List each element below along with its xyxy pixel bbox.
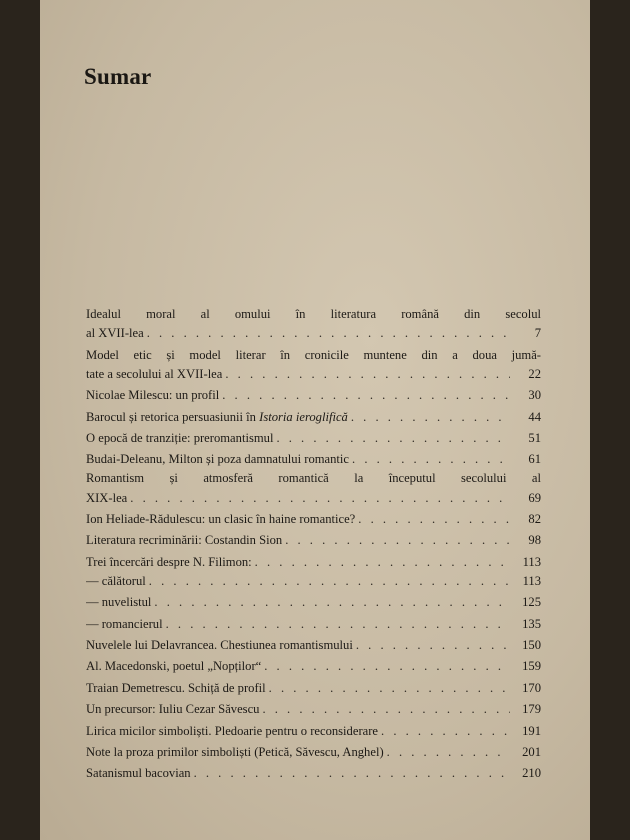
leader-dots	[262, 700, 510, 719]
toc-entry	[86, 408, 541, 427]
leader-dots	[154, 593, 510, 612]
toc-entry-title: — romancierul	[86, 616, 163, 631]
leader-dots	[352, 450, 510, 469]
toc-entry-title: Ion Heliade-Rădulescu: un clasic în haine romantice?	[86, 512, 356, 526]
leader-dots	[356, 636, 510, 655]
toc-entry	[86, 450, 541, 469]
leader-dots	[381, 722, 510, 741]
toc-entry-title: Note la proza primilor simboliști (Petică, Săvescu, Anghel)	[86, 744, 384, 759]
toc-entry-title: Al. Macedonski, poetul „Nopților“	[86, 659, 262, 674]
toc-entry	[86, 615, 541, 634]
book-page	[40, 0, 590, 840]
toc-entry-title: Lirica micilor simboliști. Pledoarie pentru o reconsiderare	[86, 723, 379, 738]
toc-entry-page: 69	[528, 490, 541, 505]
toc-entry-page: 170	[522, 680, 541, 695]
toc-entry-title: Literatura recriminării: Costandin Sion	[86, 533, 283, 548]
leader-dots	[225, 365, 510, 384]
toc-entry	[86, 572, 541, 591]
toc-entry	[86, 679, 541, 698]
toc-entry-title: Un precursor: Iuliu Cezar Săvescu	[86, 702, 260, 717]
leader-dots	[264, 657, 510, 676]
leader-dots	[147, 324, 510, 343]
toc-entry-title: Traian Demetrescu. Schiță de profil	[86, 680, 266, 695]
toc-entry-title-line1: Romantism și atmosferă romantică la începutul secolului al	[86, 471, 541, 486]
toc-entry-title: Satanismul bacovian	[86, 766, 191, 781]
toc-entry-page: 135	[522, 616, 541, 631]
toc-entry	[86, 429, 541, 448]
toc-entry-title: — nuvelistul	[86, 595, 152, 610]
toc-entry	[86, 305, 541, 343]
toc-entry	[86, 510, 541, 529]
toc-entry	[86, 553, 541, 572]
toc-entry-title: XIX-lea	[86, 490, 128, 505]
toc-entry-page: 210	[522, 766, 541, 781]
leader-dots	[222, 386, 510, 405]
toc-entry-page: 113	[522, 573, 541, 588]
toc-entry	[86, 743, 541, 762]
leader-dots	[269, 679, 510, 698]
toc-entry-page: 51	[528, 430, 541, 445]
toc-entry-page: 150	[522, 638, 541, 653]
leader-dots	[149, 572, 510, 591]
toc-entry-title: Trei încercări despre N. Filimon:	[86, 554, 252, 569]
leader-dots	[255, 553, 510, 572]
toc-entry-title: tate a secolului al XVII-lea	[86, 366, 223, 381]
toc-entry-title: O epocă de tranziție: preromantismul	[86, 430, 274, 445]
toc-entry-title: — călătorul	[86, 573, 146, 588]
leader-dots	[351, 408, 510, 427]
leader-dots	[166, 615, 510, 634]
toc-entry	[86, 700, 541, 719]
show-through-text	[230, 55, 530, 105]
leader-dots	[358, 510, 510, 529]
toc-entry-title: Nuvelele lui Delavrancea. Chestiunea romantismului	[86, 638, 353, 653]
leader-dots	[130, 489, 510, 508]
toc-entry-page: 113	[522, 554, 541, 569]
toc-entry-page: 44	[528, 409, 541, 424]
toc-entry	[86, 593, 541, 612]
toc-entry	[86, 722, 541, 741]
leader-dots	[387, 743, 510, 762]
toc-entry	[86, 386, 541, 405]
table-of-contents	[86, 305, 541, 784]
toc-entry-page: 179	[522, 702, 541, 717]
toc-entry	[86, 636, 541, 655]
toc-entry-title: Barocul și retorica persuasiunii în	[86, 409, 256, 424]
leader-dots	[276, 429, 510, 448]
toc-entry-page: 191	[522, 723, 541, 738]
toc-entry-page: 82	[528, 512, 541, 526]
toc-entry-title-italic: Istoria ieroglifică	[259, 409, 348, 424]
toc-entry-page: 30	[528, 388, 541, 403]
page-title: Sumar	[84, 64, 152, 89]
toc-entry-title: Nicolae Milescu: un profil	[86, 388, 220, 403]
leader-dots	[194, 764, 510, 783]
toc-entry	[86, 531, 541, 550]
toc-entry-title-line1: Idealul moral al omului în literatura română din secolul	[86, 307, 541, 321]
toc-entry-page: 98	[528, 533, 541, 548]
toc-entry-page: 22	[528, 366, 541, 381]
toc-entry	[86, 346, 541, 384]
toc-entry	[86, 469, 541, 507]
toc-entry-title: al XVII-lea	[86, 326, 144, 341]
toc-entry-page: 7	[534, 326, 541, 341]
toc-entry-title-line1: Model etic și model literar în cronicile muntene din a doua jumă-	[86, 347, 541, 362]
toc-entry-page: 159	[522, 659, 541, 674]
toc-entry-page: 201	[522, 744, 541, 759]
toc-entry-title: Budai-Deleanu, Milton și poza damnatului romantic	[86, 452, 350, 467]
toc-entry	[86, 657, 541, 676]
toc-entry	[86, 764, 541, 783]
leader-dots	[285, 531, 510, 550]
toc-entry-page: 125	[522, 595, 541, 610]
toc-entry-page: 61	[528, 452, 541, 467]
